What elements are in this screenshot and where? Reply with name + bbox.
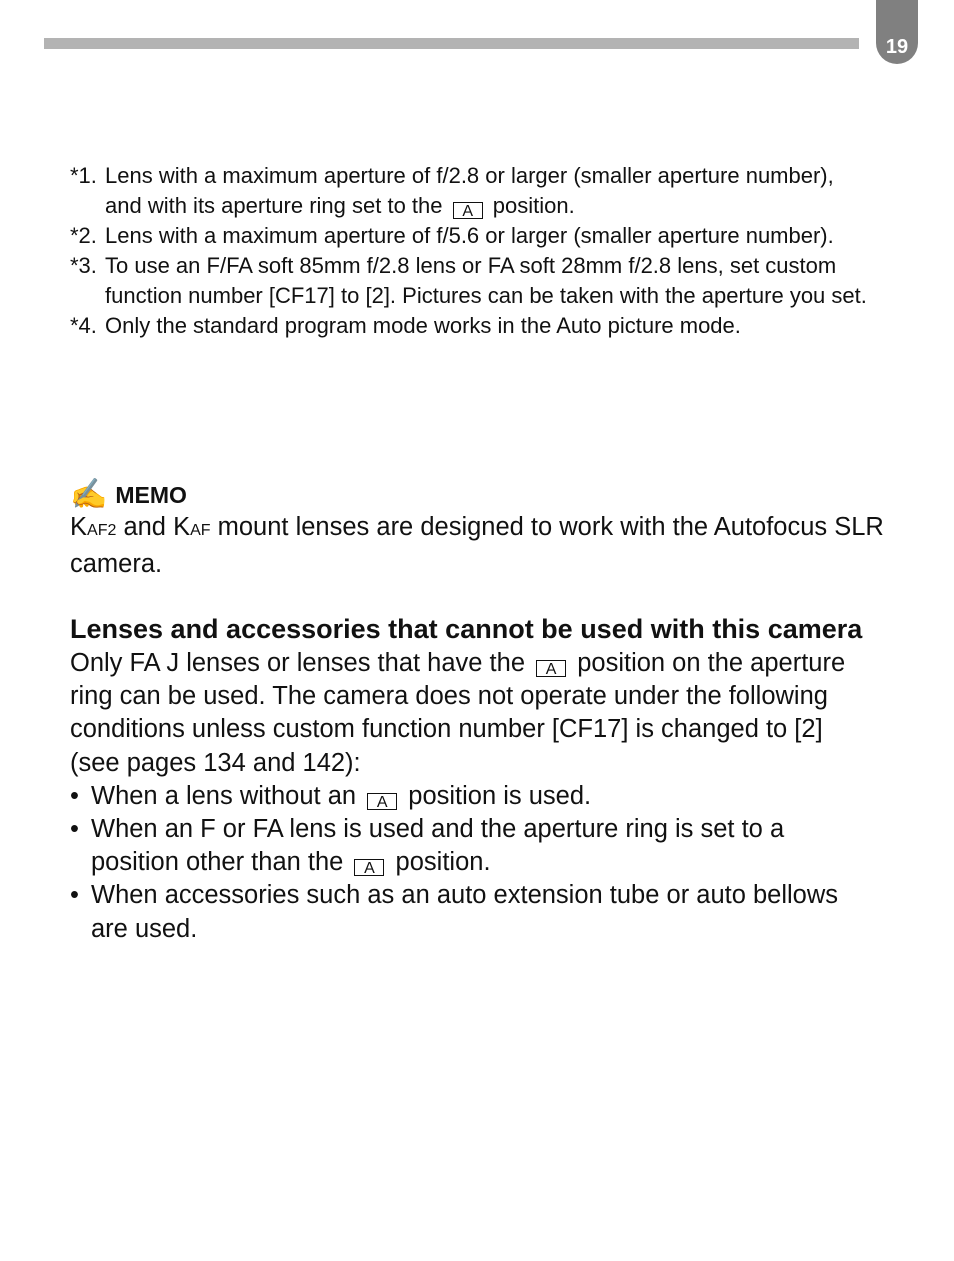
mount-subscript: AF2 bbox=[87, 522, 117, 539]
footnote-marker: *3. bbox=[70, 253, 97, 278]
memo-text bbox=[70, 511, 890, 581]
mount-k: K bbox=[173, 513, 191, 541]
memo-header bbox=[70, 480, 890, 510]
bullet-text-part: position is used. bbox=[408, 781, 592, 810]
aperture-A-box-icon: A bbox=[354, 859, 384, 876]
footnotes bbox=[70, 161, 870, 341]
footnote-3 bbox=[70, 251, 870, 311]
footnote-text: Lens with a maximum aperture of f/5.6 or larger (smaller aperture number). bbox=[105, 223, 834, 248]
memo-title: MEMO bbox=[115, 482, 187, 508]
bullet-dot: • bbox=[70, 781, 79, 810]
footnote-4 bbox=[70, 311, 870, 341]
bullet-text bbox=[91, 780, 870, 813]
footnote-text-part: Lens with a maximum aperture of f/2.8 or larger (smaller aperture number), and with its aperture ring set to the bbox=[105, 163, 834, 218]
page-number-tab bbox=[876, 0, 918, 64]
incompatible-section bbox=[70, 611, 870, 946]
bullet-item bbox=[70, 879, 870, 945]
bullet-text-part: When an F or FA lens is used and the aperture ring is set to a position other than the bbox=[91, 815, 785, 877]
section-heading: Lenses and accessories that cannot be used with this camera bbox=[70, 614, 863, 644]
memo-box bbox=[70, 480, 890, 581]
footnote-text bbox=[105, 161, 870, 221]
footnote-text-part: position. bbox=[492, 193, 575, 218]
bullet-item bbox=[70, 813, 870, 879]
footnote-2 bbox=[70, 221, 870, 251]
bullet-dot: • bbox=[70, 881, 79, 910]
aperture-A-box-icon: A bbox=[367, 793, 397, 810]
footnote-text: To use an F/FA soft 85mm f/2.8 lens or FA soft 28mm f/2.8 lens, set custom function number [CF17] to [2]. Pictures can be taken with the aperture you set. bbox=[105, 253, 867, 308]
memo-text-rest: mount lenses are designed to work with the Autofocus SLR camera. bbox=[70, 513, 884, 578]
footnote-marker: *1. bbox=[70, 163, 97, 188]
page-number: 19 bbox=[885, 36, 909, 58]
bullet-item bbox=[70, 780, 870, 813]
footnote-1 bbox=[70, 161, 870, 221]
bullet-text-part: When a lens without an bbox=[91, 781, 357, 810]
bullet-dot: • bbox=[70, 815, 79, 844]
mount-subscript: AF bbox=[190, 522, 211, 539]
footnote-marker: *4. bbox=[70, 313, 97, 338]
bullet-text bbox=[91, 813, 870, 879]
memo-and: and bbox=[116, 513, 174, 541]
mount-k: K bbox=[70, 513, 88, 541]
aperture-A-box-icon: A bbox=[453, 202, 483, 219]
pencil-writing-icon: ✍ bbox=[70, 478, 108, 511]
intro-part: Only FA J lenses or lenses that have the bbox=[70, 649, 526, 677]
footnote-text: Only the standard program mode works in the Auto picture mode. bbox=[105, 313, 741, 338]
bullet-text-part: position. bbox=[395, 848, 491, 877]
bullet-text: When accessories such as an auto extension tube or auto bellows are used. bbox=[91, 881, 839, 943]
aperture-A-box-icon: A bbox=[536, 660, 566, 677]
header-rule bbox=[44, 38, 859, 49]
intro-part: position on the aperture ring can be used. The camera does not operate under the following conditions unless custom function number [CF17] is changed to [2] (see pages 134 and 142): bbox=[70, 649, 846, 777]
section-intro bbox=[70, 647, 870, 780]
footnote-marker: *2. bbox=[70, 223, 97, 248]
